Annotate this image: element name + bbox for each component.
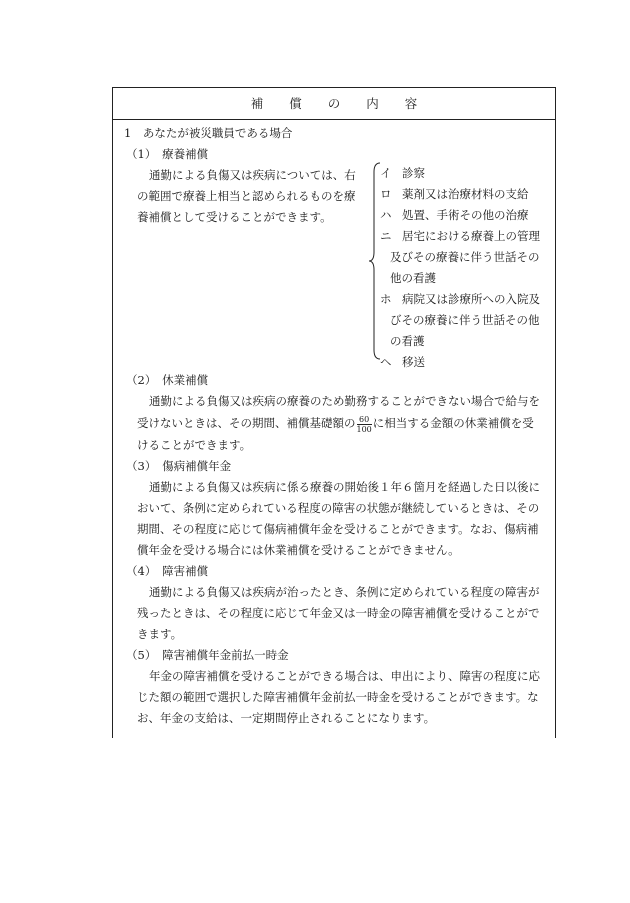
title-divider bbox=[113, 119, 555, 120]
s5-body-line: お、年金の支給は、一定期間停止されることになります。 bbox=[137, 711, 436, 725]
s2-body-line: 受けないときは、その期間、補償基礎額の $\frac{60}{100}$ に相当する金額の休業補償を受 bbox=[137, 414, 534, 434]
subsection-5-heading: （5） 障害補償年金前払一時金 bbox=[126, 648, 289, 662]
list-item: ニ 居宅における療養上の管理 bbox=[380, 229, 540, 243]
list-item: ヘ 移送 bbox=[380, 355, 425, 369]
list-item-continuation: 他の看護 bbox=[390, 271, 436, 285]
s5-body-line: 年金の障害補償を受けることができる場合は、申出により、障害の程度に応 bbox=[149, 669, 540, 683]
list-item: ロ 薬剤又は治療材料の支給 bbox=[380, 187, 529, 201]
subsection-3-heading: （3） 傷病補償年金 bbox=[126, 459, 232, 473]
s5-body-line: じた額の範囲で選択した障害補償年金前払一時金を受けることができます。な bbox=[137, 690, 539, 704]
subsection-1-heading: （1） 療養補償 bbox=[126, 147, 209, 161]
s4-body-line: 残ったときは、その程度に応じて年金又は一時金の障害補償を受けることがで bbox=[137, 606, 540, 620]
s3-body-line: 通勤による負傷又は疾病に係る療養の開始後１年６箇月を経過した日以後に bbox=[149, 480, 540, 494]
fraction: $\frac{60}{100}$ bbox=[356, 414, 372, 434]
subsection-2-heading: （2） 休業補償 bbox=[126, 373, 209, 387]
s2-body-line: 通勤による負傷又は疾病の療養のため勤務することができない場合で給与を bbox=[149, 394, 540, 408]
list-item: ハ 処置、手術その他の治療 bbox=[380, 208, 529, 222]
s4-body-line: 通勤による負傷又は疾病が治ったとき、条例に定められている程度の障害が bbox=[149, 585, 540, 599]
s4-body-line: きます。 bbox=[137, 627, 183, 641]
s2-body-line: けることができます。 bbox=[137, 438, 252, 452]
page-title: 補償の内容 bbox=[250, 96, 444, 111]
list-item-continuation: の看護 bbox=[390, 334, 425, 348]
list-item: ホ 病院又は診療所への入院及 bbox=[380, 292, 540, 306]
list-item-continuation: 及びその療養に伴う世話その bbox=[390, 250, 540, 264]
s1-body-line: の範囲で療養上相当と認められるものを療 bbox=[137, 189, 356, 203]
section-1-heading: 1 あなたが被災職員である場合 bbox=[124, 126, 293, 140]
compensation-table bbox=[112, 87, 556, 738]
s3-body-line: おいて、条例に定められている程度の障害の状態が継続しているときは、その bbox=[137, 501, 540, 515]
s3-body-line: 期間、その程度に応じて傷病補償年金を受けることができます。なお、傷病補 bbox=[137, 522, 539, 536]
list-item-continuation: びその療養に伴う世話その他 bbox=[390, 313, 540, 327]
s1-body-line: 養補償として受けることができます。 bbox=[137, 210, 332, 224]
treatment-list bbox=[380, 163, 552, 373]
subsection-4-heading: （4） 障害補償 bbox=[126, 564, 209, 578]
s1-body-line: 通勤による負傷又は疾病については、右 bbox=[149, 168, 356, 182]
s3-body-line: 償年金を受ける場合には休業補償を受けることができません。 bbox=[137, 543, 460, 557]
list-item: イ 診察 bbox=[380, 166, 425, 180]
